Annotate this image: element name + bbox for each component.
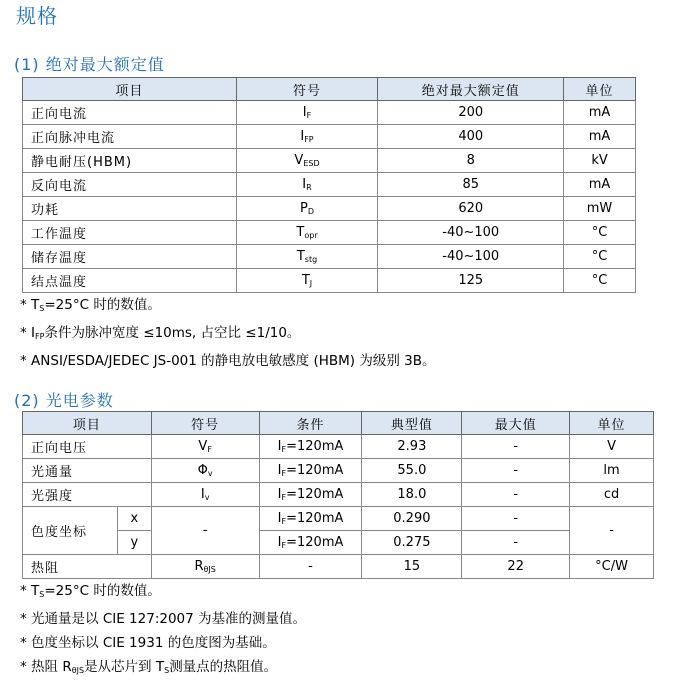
- symbol-cell: -: [151, 507, 259, 555]
- item-cell: 反向电流: [23, 173, 237, 197]
- unit-cell: mA: [564, 173, 636, 197]
- typical-cell: 15: [362, 555, 462, 579]
- typical-cell: 18.0: [362, 483, 462, 507]
- table-row: [23, 555, 654, 579]
- header-item: 项目: [23, 412, 152, 435]
- header-item: 项目: [23, 78, 237, 101]
- rating-cell: 8: [378, 149, 564, 173]
- max-cell: 22: [462, 555, 570, 579]
- table-row: [23, 459, 654, 483]
- header-unit: 单位: [570, 412, 654, 435]
- typical-cell: 0.290: [362, 507, 462, 531]
- header-symbol: 符号: [151, 412, 259, 435]
- symbol-cell: $T_{opr}$: [236, 221, 378, 245]
- table-row: [23, 197, 636, 221]
- coord-label: y: [117, 531, 151, 555]
- item-cell: 结点温度: [23, 269, 237, 293]
- header-unit: 单位: [564, 78, 636, 101]
- header-symbol: 符号: [236, 78, 378, 101]
- symbol-cell: $P_D$: [236, 197, 378, 221]
- table-row: [23, 221, 636, 245]
- table-row: [23, 173, 636, 197]
- table-header-row: [23, 412, 654, 435]
- unit-cell: -: [570, 507, 654, 555]
- symbol-cell: $I_{FP}$: [236, 125, 378, 149]
- table-row: [23, 149, 636, 173]
- table-row: [23, 269, 636, 293]
- symbol-cell: $\Phi_v$: [151, 459, 259, 483]
- page-title: 规格: [16, 4, 58, 28]
- condition-cell: $I_F=120mA$: [259, 531, 362, 555]
- typical-cell: 55.0: [362, 459, 462, 483]
- table-row: [23, 531, 654, 555]
- item-cell: 静电耐压(HBM): [23, 149, 237, 173]
- rating-cell: 400: [378, 125, 564, 149]
- unit-cell: °C: [564, 269, 636, 293]
- item-cell: 热阻: [23, 555, 152, 579]
- rating-cell: -40~100: [378, 245, 564, 269]
- max-cell: -: [462, 531, 570, 555]
- unit-cell: cd: [570, 483, 654, 507]
- symbol-cell: $T_J$: [236, 269, 378, 293]
- symbol-cell: $V_{ESD}$: [236, 149, 378, 173]
- item-cell: 工作温度: [23, 221, 237, 245]
- item-cell: 色度坐标: [23, 507, 118, 555]
- item-cell: 储存温度: [23, 245, 237, 269]
- unit-cell: °C: [564, 245, 636, 269]
- unit-cell: mW: [564, 197, 636, 221]
- unit-cell: °C: [564, 221, 636, 245]
- note-4: * 热阻 $R_{\theta JS}$是从芯片到 $T_S$测量点的热阻值。: [20, 659, 278, 675]
- unit-cell: °C/W: [570, 555, 654, 579]
- header-max: 最大值: [462, 412, 570, 435]
- absolute-max-table: [22, 77, 636, 293]
- condition-cell: $I_F=120mA$: [259, 459, 362, 483]
- item-cell: 功耗: [23, 197, 237, 221]
- max-cell: -: [462, 483, 570, 507]
- unit-cell: V: [570, 435, 654, 459]
- item-cell: 正向脉冲电流: [23, 125, 237, 149]
- unit-cell: kV: [564, 149, 636, 173]
- rating-cell: -40~100: [378, 221, 564, 245]
- table-row: [23, 483, 654, 507]
- item-cell: 光通量: [23, 459, 152, 483]
- table-header-row: [23, 78, 636, 101]
- typical-cell: 2.93: [362, 435, 462, 459]
- table-row: [23, 245, 636, 269]
- max-cell: -: [462, 459, 570, 483]
- condition-cell: -: [259, 555, 362, 579]
- item-cell: 正向电压: [23, 435, 152, 459]
- unit-cell: mA: [564, 125, 636, 149]
- header-rating: 绝对最大额定值: [378, 78, 564, 101]
- note-1: * $T_S=25^\circ C$ 时的数值。: [20, 583, 161, 599]
- item-cell: 光强度: [23, 483, 152, 507]
- rating-cell: 200: [378, 101, 564, 125]
- symbol-cell: $I_R$: [236, 173, 378, 197]
- symbol-cell: $V_F$: [151, 435, 259, 459]
- header-condition: 条件: [259, 412, 362, 435]
- note-1: * $T_S=25^\circ C$ 时的数值。: [20, 297, 161, 313]
- symbol-cell: $T_{stg}$: [236, 245, 378, 269]
- condition-cell: $I_F=120mA$: [259, 483, 362, 507]
- max-cell: -: [462, 435, 570, 459]
- note-2: * 光通量是以 CIE 127:2007 为基准的测量值。: [20, 611, 307, 627]
- table-row: [23, 507, 654, 531]
- symbol-cell: $I_v$: [151, 483, 259, 507]
- section2-heading: (2) 光电参数: [14, 391, 114, 410]
- symbol-cell: $I_F$: [236, 101, 378, 125]
- table-row: [23, 125, 636, 149]
- header-typical: 典型值: [362, 412, 462, 435]
- unit-cell: mA: [564, 101, 636, 125]
- unit-cell: lm: [570, 459, 654, 483]
- coord-label: x: [117, 507, 151, 531]
- symbol-cell: $R_{\theta JS}$: [151, 555, 259, 579]
- table-row: [23, 435, 654, 459]
- section1-notes: [20, 293, 435, 373]
- rating-cell: 620: [378, 197, 564, 221]
- typical-cell: 0.275: [362, 531, 462, 555]
- note-3: * ANSI/ESDA/JEDEC JS-001 的静电放电敏感度 (HBM) 为级别 3B。: [20, 353, 436, 369]
- condition-cell: $I_F=120mA$: [259, 507, 362, 531]
- note-3: * 色度坐标以 CIE 1931 的色度图为基础。: [20, 635, 276, 651]
- max-cell: -: [462, 507, 570, 531]
- note-2: * $I_{FP}$条件为脉冲宽度 ≤10ms, 占空比 ≤1/10。: [20, 325, 301, 341]
- section2-notes: [20, 579, 306, 683]
- condition-cell: $I_F=120mA$: [259, 435, 362, 459]
- table-row: [23, 101, 636, 125]
- rating-cell: 85: [378, 173, 564, 197]
- optical-table: [22, 411, 654, 579]
- rating-cell: 125: [378, 269, 564, 293]
- section1-heading: (1) 绝对最大额定值: [14, 55, 165, 74]
- item-cell: 正向电流: [23, 101, 237, 125]
